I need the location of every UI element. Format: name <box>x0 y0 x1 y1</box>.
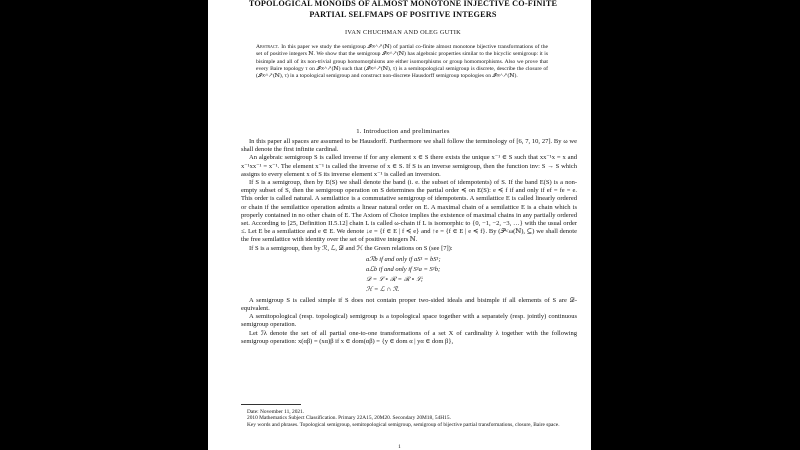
footnote-msc: 2010 Mathematics Subject Classification. Primary 22A15, 20M20. Secondary 20M18, 54H15. <box>247 415 451 422</box>
abstract-label: Abstract. <box>256 44 280 50</box>
paper-title-line-2: PARTIAL SELFMAPS OF POSITIVE INTEGERS <box>309 10 497 19</box>
paper-page <box>208 0 591 450</box>
footnote-keywords: Key words and phrases. Topological semigroup, semitopological semigroup, semigroup of bijective partial transformations, closure, Baire space. <box>247 421 560 428</box>
paragraph: An algebraic semigroup S is called inverse if for any element x ∈ S there exists the unique x⁻¹ ∈ S such that xx⁻¹x = x and x⁻¹xx⁻¹ = x⁻¹. The element x⁻¹ is called the inverse of x ∈ S. If S is an inverse semigroup, then the function inv: S → S which assigns to every element x of S its inverse element x⁻¹ is called an inversion. <box>241 154 577 178</box>
paragraph: A semitopological (resp. topological) semigroup is a topological space together with a separately (resp. jointly) continuous semigroup operation. <box>241 313 577 329</box>
paragraph: A semigroup S is called simple if S does not contain proper two-sided ideals and bisimple if all elements of S are 𝒟-equivalent. <box>241 296 577 313</box>
abstract-text: In this paper we study the semigroup 𝓘∞^↗(ℕ) of partial co-finite almost monotone bijective transformations of the set of positive integers ℕ. We show that the semigroup 𝓘∞^↗(ℕ) has algebraic properties similar to the bicyclic semigroup: it is bisimple and all of its non-trivial group homomorphisms are either isomorphisms or group homomorphisms. Also we prove that every Baire topology τ on 𝓘∞^↗(ℕ) such that (𝓘∞^↗(ℕ), τ) is a semitopological semigroup is discrete, describe the closure of (𝓘∞^↗(ℕ), τ) in a topological semigroup and construct non-discrete Hausdorff semigroup topologies on 𝓘∞^↗(ℕ). <box>256 44 549 80</box>
section-title: 1. Introduction and preliminaries <box>356 128 450 135</box>
paragraph: If S is a semigroup, then by E(S) we shall denote the band (i. e. the subset of idempotents) of S. If the band E(S) is a non-empty subset of S, then the semigroup operation on S determines the partial order ≼ on E(S): e ≼ f if and only if ef = fe = e. This order is called natural. A semilattice is a commutative semigroup of idempotents. A semilattice E is called linearly ordered or chain if the semilattice operation admits a linear natural order on E. A maximal chain of a semilattice E is a chain which is properly contained in no other chain of E. The Axiom of Choice implies the existence of maximal chains in any partially ordered set. According to [25, Definition II.5.12] chain L is called ω-chain if L is isomorphic to {0, −1, −2, −3, …} with the usual order ≤. Let E be a semilattice and e ∈ E. We denote ↓e = {f ∈ E | f ≼ e} and ↑e = {f ∈ E | e ≼ f}. By (𝒫<ω(ℕ), ⊆) we shall denote the free semilattice with identity over the set of positive integers ℕ. <box>241 179 577 244</box>
page-number: 1 <box>398 444 401 450</box>
green-relations <box>366 255 577 295</box>
paragraph: Let ℐλ denote the set of all partial one-to-one transformations of a set X of cardinality λ together with the following semigroup operation: x(αβ) = (xα)β if x ∈ dom(αβ) = {y ∈ dom α | yα ∈ dom β}, <box>241 329 577 345</box>
authors: IVAN CHUCHMAN AND OLEG GUTIK <box>344 29 462 36</box>
equation: aℛb if and only if aS¹ = bS¹; <box>366 255 441 263</box>
footnote-date: Date: November 11, 2021. <box>247 409 305 415</box>
equation: 𝒟 = ℒ ∘ ℛ = ℛ ∘ ℒ; <box>366 275 424 283</box>
paragraph: In this paper all spaces are assumed to be Hausdorff. Furthermore we shall follow the terminology of [6, 7, 10, 27]. By ω we shall denote the first infinite cardinal. <box>241 138 577 154</box>
body-text <box>241 138 577 346</box>
equation: aℒb if and only if S¹a = S¹b; <box>366 265 441 273</box>
paper-title-line-1: TOPOLOGICAL MONOIDS OF ALMOST MONOTONE INJECTIVE CO-FINITE <box>248 0 558 8</box>
equation: ℋ = ℒ ∩ ℛ. <box>366 285 400 293</box>
abstract <box>256 44 548 80</box>
footnotes <box>241 409 577 428</box>
paragraph: If S is a semigroup, then by ℛ, ℒ, 𝒟 and ℋ the Green relations on S (see [7]): <box>249 244 453 252</box>
footnote-rule <box>241 404 301 405</box>
